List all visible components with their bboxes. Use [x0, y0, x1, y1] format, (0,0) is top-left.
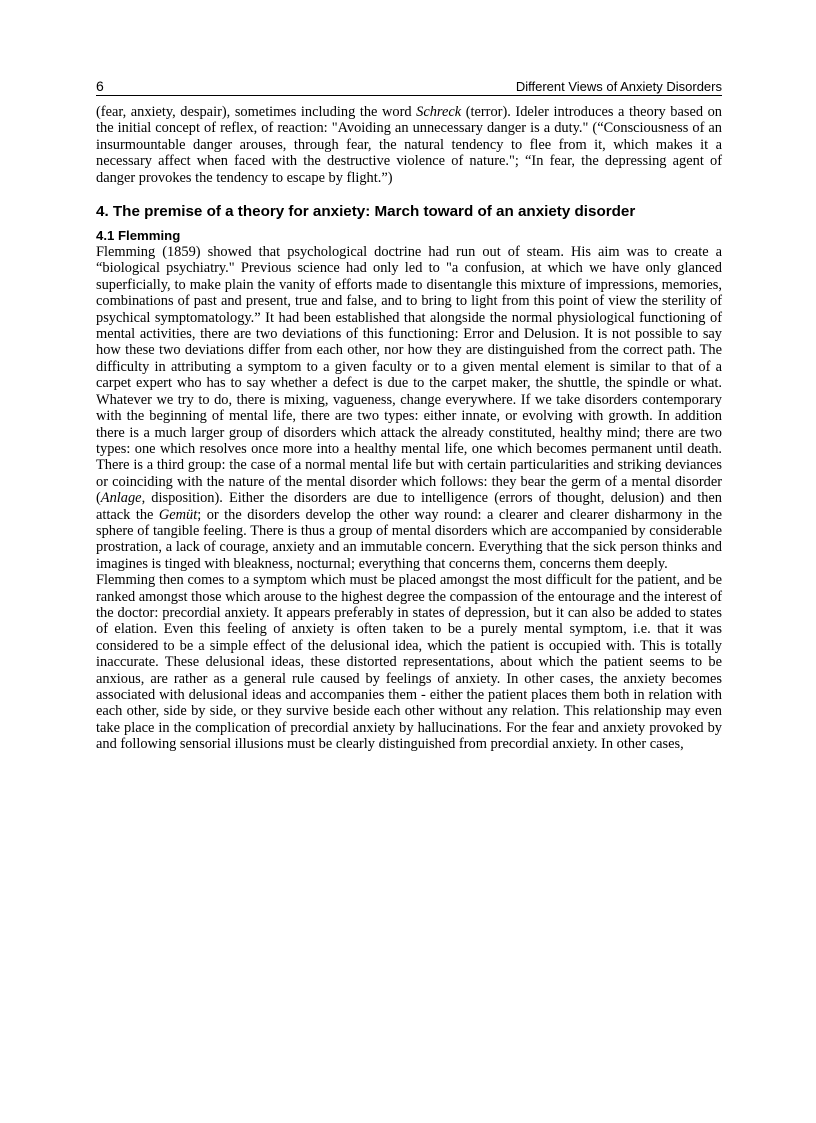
anlage-term: Anlage [100, 490, 142, 507]
gemut-term: Gemüt [158, 506, 198, 523]
schreck-term: Schreck [416, 104, 462, 120]
intro-text-1: (fear, anxiety, despair), sometimes including the word [96, 104, 417, 120]
intro-paragraph [96, 104, 722, 186]
flemming-paragraph-1 [96, 244, 722, 572]
subsection-heading: 4.1 Flemming [96, 228, 181, 244]
page [96, 76, 722, 753]
page-number: 6 [96, 78, 104, 94]
para1-text-1: Flemming (1859) showed that psychological doctrine had run out of steam. His aim was to create a “biological psychiatry." Previous science had only led to "a confusion, at which we have only glanced superficially, to make plain the vanity of efforts made to disentangle this mixture of impressions, memories, combinations of past and present, true and false, and to bring to light from this point of view the sterility of psychical symptomatology.” It had been established that alongside the normal physiological functioning of mental activities, there are two deviations of this functioning: Error and Delusion. It is not possible to say how these two deviations differ from each other, nor how they are distinguished from the correct path. The difficulty in attributing a symptom to a given faculty or to a given mental element is similar to that of a carpet expert who has to say whether a defect is due to the carpet maker, the shuttle, the spindle or what. Whatever we try to do, there is mixing, vagueness, change everywhere. If we take disorders contemporary with the beginning of mental life, there are two types: either innate, or evolving with growth. In addition there is a much larger group of disorders which attack the already constituted, healthy mind; there are two types: one which resolves once more into a healthy mental life, one which becomes permanent until death. There is a third group: the case of a normal mental life but with certain particularities and striking deviances or coinciding with the nature of the mental disorder which follows: they bear the germ of a mental disorder ( [96, 244, 722, 507]
flemming-paragraph-2: Flemming then comes to a symptom which must be placed amongst the most difficult for the patient, and be ranked amongst those which arouse to the highest degree the compassion of the entourage and the interest of the doctor: precordial anxiety. It appears preferably in states of depression, but it can also be added to states of elation. Even this feeling of anxiety is often taken to be a purely mental symptom, i.e. that it was considered to be a simple effect of the delusional idea, which the patient is occupied with. This is totally inaccurate. These delusional ideas, these distorted representations, about which the patient seems to be anxious, are rather as a general rule caused by feelings of anxiety. In other cases, the anxiety becomes associated with delusional ideas and accompanies them - either the patient places them both in relation with each other, side by side, or they survive beside each other without any relation. This relationship may even take place in the complication of precordial anxiety by hallucinations. For the fear and anxiety provoked by and following sensorial illusions must be clearly distinguished from precordial anxiety. In other cases, [96, 572, 722, 753]
intro-text-2: (terror). Ideler introduces a theory based on the initial concept of reflex, of reaction: "Avoiding an unnecessary danger is a duty." (“Consciousness of an insurmountable danger arouses, through fear, the natural tendency to flee from it, which makes it a necessary affect when faced with the destructive violence of nature."; “In fear, the depressing agent of danger provokes the tendency to escape by flight.”) [96, 104, 722, 186]
section-heading: 4. The premise of a theory for anxiety: March toward of an anxiety disorder [96, 203, 636, 221]
para1-text-2: , disposition). Either the disorders are due to intelligence (errors of thought, delusion) and then attack the [96, 490, 722, 523]
running-head [96, 76, 722, 96]
para1-text-3: ; or the disorders develop the other way round: a clearer and clearer disharmony in the sphere of tangible feeling. There is thus a group of mental disorders which are accompanied by considerable prostration, a lack of courage, anxiety and an immutable concern. Everything that the sick person thinks and imagines is tinged with bleakness, nocturnal; everything that concerns them, concerns them deeply. [96, 506, 722, 572]
running-title: Different Views of Anxiety Disorders [515, 79, 722, 94]
